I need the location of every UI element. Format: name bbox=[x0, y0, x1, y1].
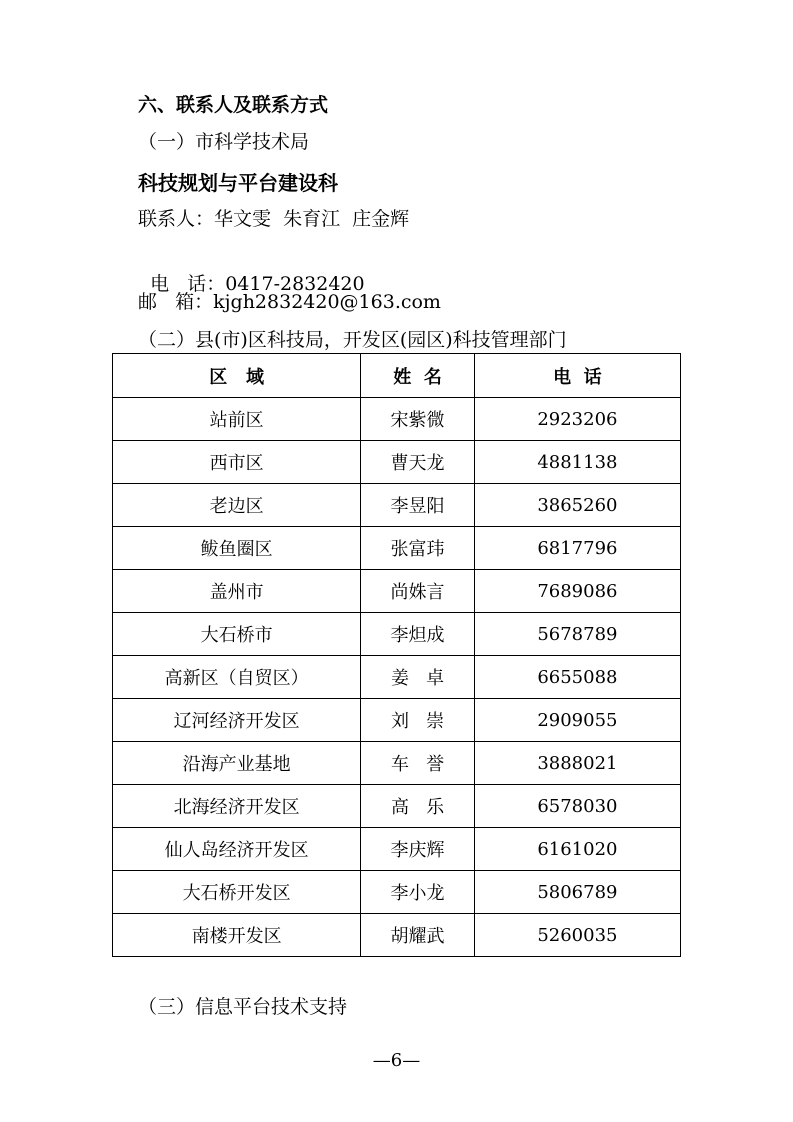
cell-phone: 6817796 bbox=[474, 527, 680, 570]
cell-name: 李炟成 bbox=[361, 613, 475, 656]
contacts-table bbox=[112, 353, 681, 957]
cell-name: 胡耀武 bbox=[361, 914, 475, 957]
cell-name: 李庆辉 bbox=[361, 828, 475, 871]
header-name: 姓 名 bbox=[361, 354, 475, 398]
subsection-2-heading: （二）县(市)区科技局，开发区(园区)科技管理部门 bbox=[138, 329, 567, 351]
email-value[interactable]: kjgh2832420@163.com bbox=[213, 291, 441, 313]
cell-name: 姜 卓 bbox=[361, 656, 475, 699]
cell-phone: 6655088 bbox=[474, 656, 680, 699]
cell-region: 大石桥开发区 bbox=[113, 871, 361, 914]
table-row bbox=[113, 656, 681, 699]
table-row bbox=[113, 398, 681, 441]
cell-name: 高 乐 bbox=[361, 785, 475, 828]
cell-phone: 6161020 bbox=[474, 828, 680, 871]
table-row bbox=[113, 699, 681, 742]
section-title: 六、联系人及联系方式 bbox=[138, 94, 329, 116]
cell-phone: 2923206 bbox=[474, 398, 680, 441]
department-name: 科技规划与平台建设科 bbox=[138, 171, 338, 195]
table-row bbox=[113, 785, 681, 828]
contact-persons-line bbox=[138, 204, 409, 231]
email-label: 邮 箱： bbox=[138, 291, 214, 313]
table-row bbox=[113, 441, 681, 484]
cell-phone: 3888021 bbox=[474, 742, 680, 785]
cell-region: 辽河经济开发区 bbox=[113, 699, 361, 742]
table-row bbox=[113, 527, 681, 570]
phone-label: 电 话： bbox=[150, 273, 226, 295]
table-row bbox=[113, 871, 681, 914]
cell-phone: 5678789 bbox=[474, 613, 680, 656]
cell-region: 北海经济开发区 bbox=[113, 785, 361, 828]
header-phone: 电 话 bbox=[474, 354, 680, 398]
table-row bbox=[113, 828, 681, 871]
cell-phone: 7689086 bbox=[474, 570, 680, 613]
cell-region: 高新区（自贸区） bbox=[113, 656, 361, 699]
cell-name: 李昱阳 bbox=[361, 484, 475, 527]
table-row bbox=[113, 914, 681, 957]
cell-region: 老边区 bbox=[113, 484, 361, 527]
subsection-3-heading: （三）信息平台技术支持 bbox=[138, 996, 348, 1018]
header-region: 区 域 bbox=[113, 354, 361, 398]
table-row bbox=[113, 570, 681, 613]
phone-value: 0417-2832420 bbox=[225, 273, 365, 295]
cell-phone: 2909055 bbox=[474, 699, 680, 742]
cell-name: 曹天龙 bbox=[361, 441, 475, 484]
cell-phone: 3865260 bbox=[474, 484, 680, 527]
table-header-row bbox=[113, 354, 681, 398]
cell-region: 站前区 bbox=[113, 398, 361, 441]
email-line bbox=[138, 287, 441, 314]
subsection-1-heading: （一）市科学技术局 bbox=[138, 131, 310, 153]
cell-phone: 4881138 bbox=[474, 441, 680, 484]
cell-name: 尚姝言 bbox=[361, 570, 475, 613]
cell-region: 大石桥市 bbox=[113, 613, 361, 656]
cell-phone: 5806789 bbox=[474, 871, 680, 914]
cell-name: 车 誉 bbox=[361, 742, 475, 785]
page-number: —6— bbox=[372, 1050, 421, 1071]
contact-names: 华文雯 朱育江 庄金辉 bbox=[214, 208, 410, 230]
cell-region: 沿海产业基地 bbox=[113, 742, 361, 785]
cell-region: 盖州市 bbox=[113, 570, 361, 613]
cell-region: 仙人岛经济开发区 bbox=[113, 828, 361, 871]
contact-label: 联系人： bbox=[138, 208, 215, 230]
cell-name: 宋紫微 bbox=[361, 398, 475, 441]
cell-name: 李小龙 bbox=[361, 871, 475, 914]
cell-name: 刘 崇 bbox=[361, 699, 475, 742]
cell-name: 张富玮 bbox=[361, 527, 475, 570]
table-row bbox=[113, 484, 681, 527]
cell-region: 西市区 bbox=[113, 441, 361, 484]
cell-phone: 6578030 bbox=[474, 785, 680, 828]
cell-phone: 5260035 bbox=[474, 914, 680, 957]
table-row bbox=[113, 613, 681, 656]
cell-region: 鲅鱼圈区 bbox=[113, 527, 361, 570]
table-row bbox=[113, 742, 681, 785]
cell-region: 南楼开发区 bbox=[113, 914, 361, 957]
